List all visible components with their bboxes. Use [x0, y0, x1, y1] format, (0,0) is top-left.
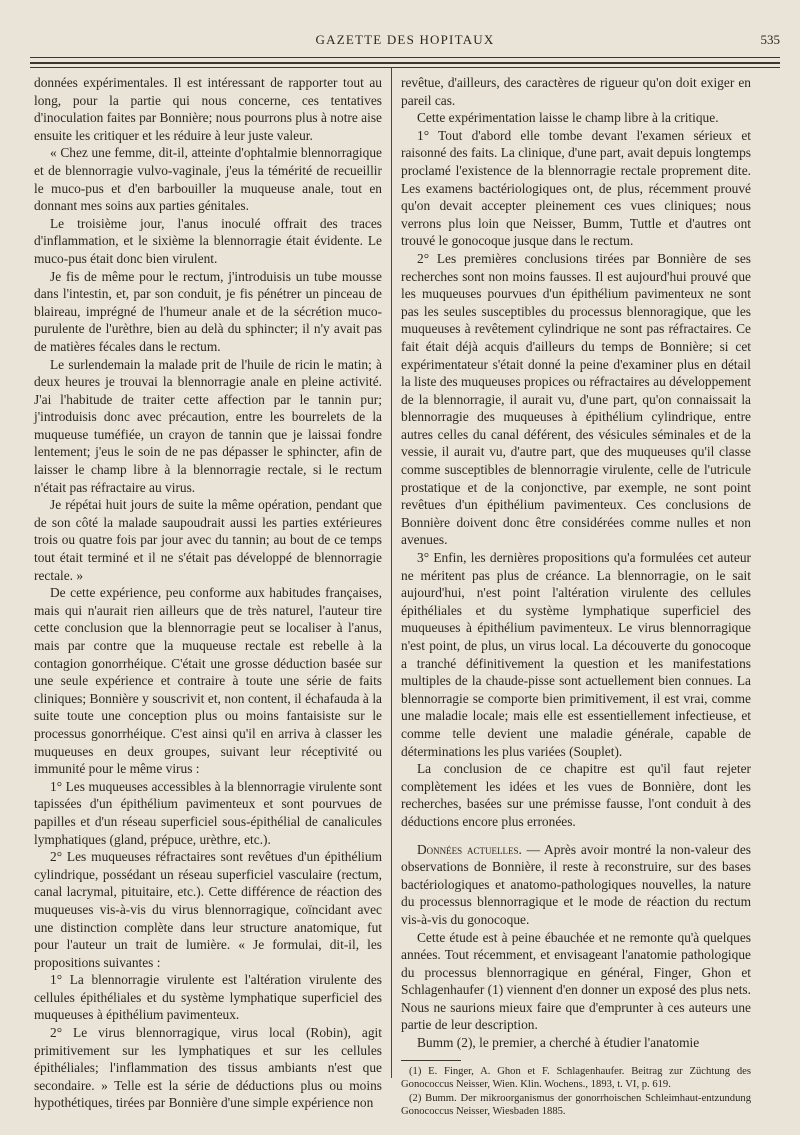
column-divider [391, 68, 392, 1078]
header-rule-middle [30, 62, 780, 64]
paragraph: Je répétai huit jours de suite la même opération, pendant que de son côté la malade saupoudrait aussi les parties extérieures trois ou quatre fois par jour avec du tannin; au bout de ce temps tout était terminé et il ne s'était pas développé de blennorragie rectale. » [34, 497, 382, 583]
paragraph: Cette étude est à peine ébauchée et ne remonte qu'à quelques années. Tout récemment, et envisageant l'anatomie pathologique du processus blennorragique en général, Finger, Ghon et Schlagenhaufer (1) viennent d'en donner un exposé des plus nets. Nous ne saurions mieux faire que d'emprunter à ces auteurs une partie de leur description. [401, 929, 751, 1033]
section-spacer [401, 831, 751, 841]
journal-title: GAZETTE DES HOPITAUX [315, 32, 495, 47]
paragraph: De cette expérience, peu conforme aux habitudes françaises, mais qui n'aurait rien ailleurs que de très naturel, l'auteur tire cette conclusion que la blennorragie peut se localiser à l'anus, mais par contre que la muqueuse rectale est rebelle à la contagion gonorrhéique. C'était une grosse déduction basée sur une seule expérience et contraire à toute une série de faits cliniques; Bonnière y souscrivit et, non content, il échafauda à la suite toute une conception plus ou moins fantaisiste sur le processus gonorrhéique. C'est ainsi qu'il en arriva à classer les muqueuses en deux groupes, suivant leur réceptivité ou immunité pour le même virus : [34, 585, 382, 777]
right-column [401, 74, 751, 1119]
section-heading: Données actuelles. [417, 841, 522, 857]
paragraph: 2° Les premières conclusions tirées par Bonnière de ses recherches sont non moins fausses. Il est aujourd'hui prouvé que les muqueuses pourvues d'un épithélium pavimenteux ne sont pas les seules susceptibles du processus blennoragique, que les muqueuses à revêtement cylindrique ne sont pas réfractaires. Ce fait était déjà acquis d'ailleurs du temps de Bonnière; si cet expérimentateur s'était donné la peine d'examiner plus en détail la liste des muqueuses propices ou réfractaires au développement de la blennorragie, il aurait vu, d'une part, qu'on connaissait la blennorragie des muqueuses à épithélium cylindrique, entre autres celles du canal déférent, des vésicules séminales et de la vessie, il aurait vu, d'autre part, que des muqueuses qu'il classe comme susceptibles de blennorragie virulente, celle de l'utricule prostatique et de la conjonctive, par exemple, ne sont point revêtues d'un épithélium pavimenteux. Ces conclusions de Bonnière doivent donc être considérées comme nulles et non avenues. [401, 250, 751, 548]
paragraph: revêtue, d'ailleurs, des caractères de rigueur qu'on doit exiger en pareil cas. [401, 75, 751, 108]
page-header [30, 28, 780, 52]
paragraph: 2° Le virus blennorragique, virus local (Robin), agit primitivement sur les lymphatiques et sur les cellules épithéliales; l'inflammation des tissus ambiants n'est que secondaire. » Telle est la série de déductions plus ou moins hypothétiques, tirées par Bonnière d'une simple expérience non [34, 1025, 382, 1111]
footnote: (2) Bumm. Der mikroorganismus der gonorrhoischen Schleimhaut-entzundung Gonococcus Neisser, Wiesbaden 1885. [401, 1092, 751, 1118]
paragraph: 1° La blennorragie virulente est l'altération virulente des cellules épithéliales et du système lymphatique superficiel des muqueuses à épithélium pavimenteux. [34, 972, 382, 1023]
page-number: 535 [760, 32, 780, 47]
paragraph: Cette expérimentation laisse le champ libre à la critique. [417, 110, 719, 126]
header-rule-bottom [30, 67, 780, 68]
footnotes [401, 1065, 751, 1119]
paragraph: Le troisième jour, l'anus inoculé offrait des traces d'inflammation, et le sixième la blennorragie était évidente. Le muco-pus était donc bien virulent. [34, 215, 382, 266]
section-text: — Après avoir montré la non-valeur des observations de Bonnière, il reste à reconstruire, sur des bases bactériologiques et anatomo-pathologiques nouvelles, la nature du processus blennorragique et le mode de réaction du rectum vis-à-vis du gonocoque. [401, 841, 751, 927]
paragraph: La conclusion de ce chapitre est qu'il faut rejeter complètement les idées et les vues de Bonnière, dont les recherches, basées sur une prémisse fausse, l'ont conduit à des déductions encore plus erronées. [401, 761, 751, 829]
paragraph: Bumm (2), le premier, a cherché à étudier l'anatomie [417, 1035, 700, 1051]
paragraph: 1° Les muqueuses accessibles à la blennorragie virulente sont tapissées d'un épithélium pavimenteux et sont pourvues de papilles et d'un réseau superficiel sous-épithélial de canalicules lymphatiques (gland, prépuce, urèthre, etc.). [34, 778, 382, 847]
section-first-paragraph [401, 841, 751, 929]
paragraph: Le surlendemain la malade prit de l'huile de ricin le matin; à deux heures je trouvai la blennorragie anale en pleine activité. J'ai l'habitude de traiter cette affection par le tannin pur; j'introduisis donc avec précaution, entre les bourrelets de la muqueuse tuméfiée, un crayon de tannin que je laissai fondre lentement; j'eus le soin de ne pas dépasser le sphincter, afin de laisser le champ libre à la blennorragie rectale, si le rectum n'était pas réfractaire au virus. [34, 356, 382, 495]
header-rule-top [30, 57, 780, 58]
paragraph: Je fis de même pour le rectum, j'introduisis un tube mousse dans l'intestin, et, par son conduit, je fis pénétrer un pinceau de blaireau, imprégné de l'humeur anale et de la sécrétion muco-purulente de l'urèthre, bien au delà du sphincter; il n'y avait pas de matières fécales dans le rectum. [34, 268, 382, 354]
paragraph: données expérimentales. Il est intéressant de rapporter tout au long, pour la partie qui nous concerne, ces tentatives d'inoculation faites par Bonnière; nous pourrons plus à notre aise ensuite les critiquer et les réduire à leur juste valeur. [34, 75, 382, 143]
paragraph: 3° Enfin, les dernières propositions qu'a formulées cet auteur ne méritent pas plus de créance. La blennorragie, on le sait aujourd'hui, n'est point l'altération virulente des cellules épithéliales et du système lymphatique superficiel des muqueuses à épithélium pavimenteux. Le virus blennorragique n'est point, de plus, un virus local. La découverte du gonocoque a tranché définitivement la question et les manifestations multiples de la chaude-pisse sont actuellement bien connues. La blennorragie se comporte bien primitivement, il est vrai, comme une maladie locale; mais elle est essentiellement infectieuse, et comme telle devient une maladie générale, capable de déterminations les plus variées (Souplet). [401, 550, 751, 759]
paragraph: 1° Tout d'abord elle tombe devant l'examen sérieux et raisonné des faits. La clinique, d'une part, avait depuis longtemps proclamé l'existence de la blennorragie rectale proprement dite. Les examens bactériologiques ont, de plus, récemment prouvé qu'on devait accepter pleinement ces vues cliniques; nous verrons plus loin que Neisser, Bumm, Tuttle et d'autres ont trouvé le gonocoque jusque dans le rectum. [401, 127, 751, 249]
paragraph: « Chez une femme, dit-il, atteinte d'ophtalmie blennorragique et de blennorragie vulvo-vaginale, j'eus la témérité de recueillir le muco-pus et d'en barbouiller la muqueuse anale, tout en donnant mes soins aux parties génitales. [34, 145, 382, 214]
footnote-rule [401, 1060, 461, 1061]
left-column [34, 74, 382, 1112]
footnote: (1) E. Finger, A. Ghon et F. Schlagenhaufer. Beitrag zur Züchtung des Gonococcus Neisser, Wien. Klin. Wochens., 1893, t. VI, p. 619. [401, 1065, 751, 1091]
paragraph: 2° Les muqueuses réfractaires sont revêtues d'un épithélium cylindrique, possédant un réseau superficiel vasculaire (rectum, canal lacrymal, pituitaire, etc.). Cette différence de réaction des muqueuses vis-à-vis du virus blennorragique, coïncidant avec une distinction complète dans leur structure anatomique, fut pour l'auteur un trait de lumière. « Je formulai, dit-il, les propositions suivantes : [34, 849, 382, 970]
